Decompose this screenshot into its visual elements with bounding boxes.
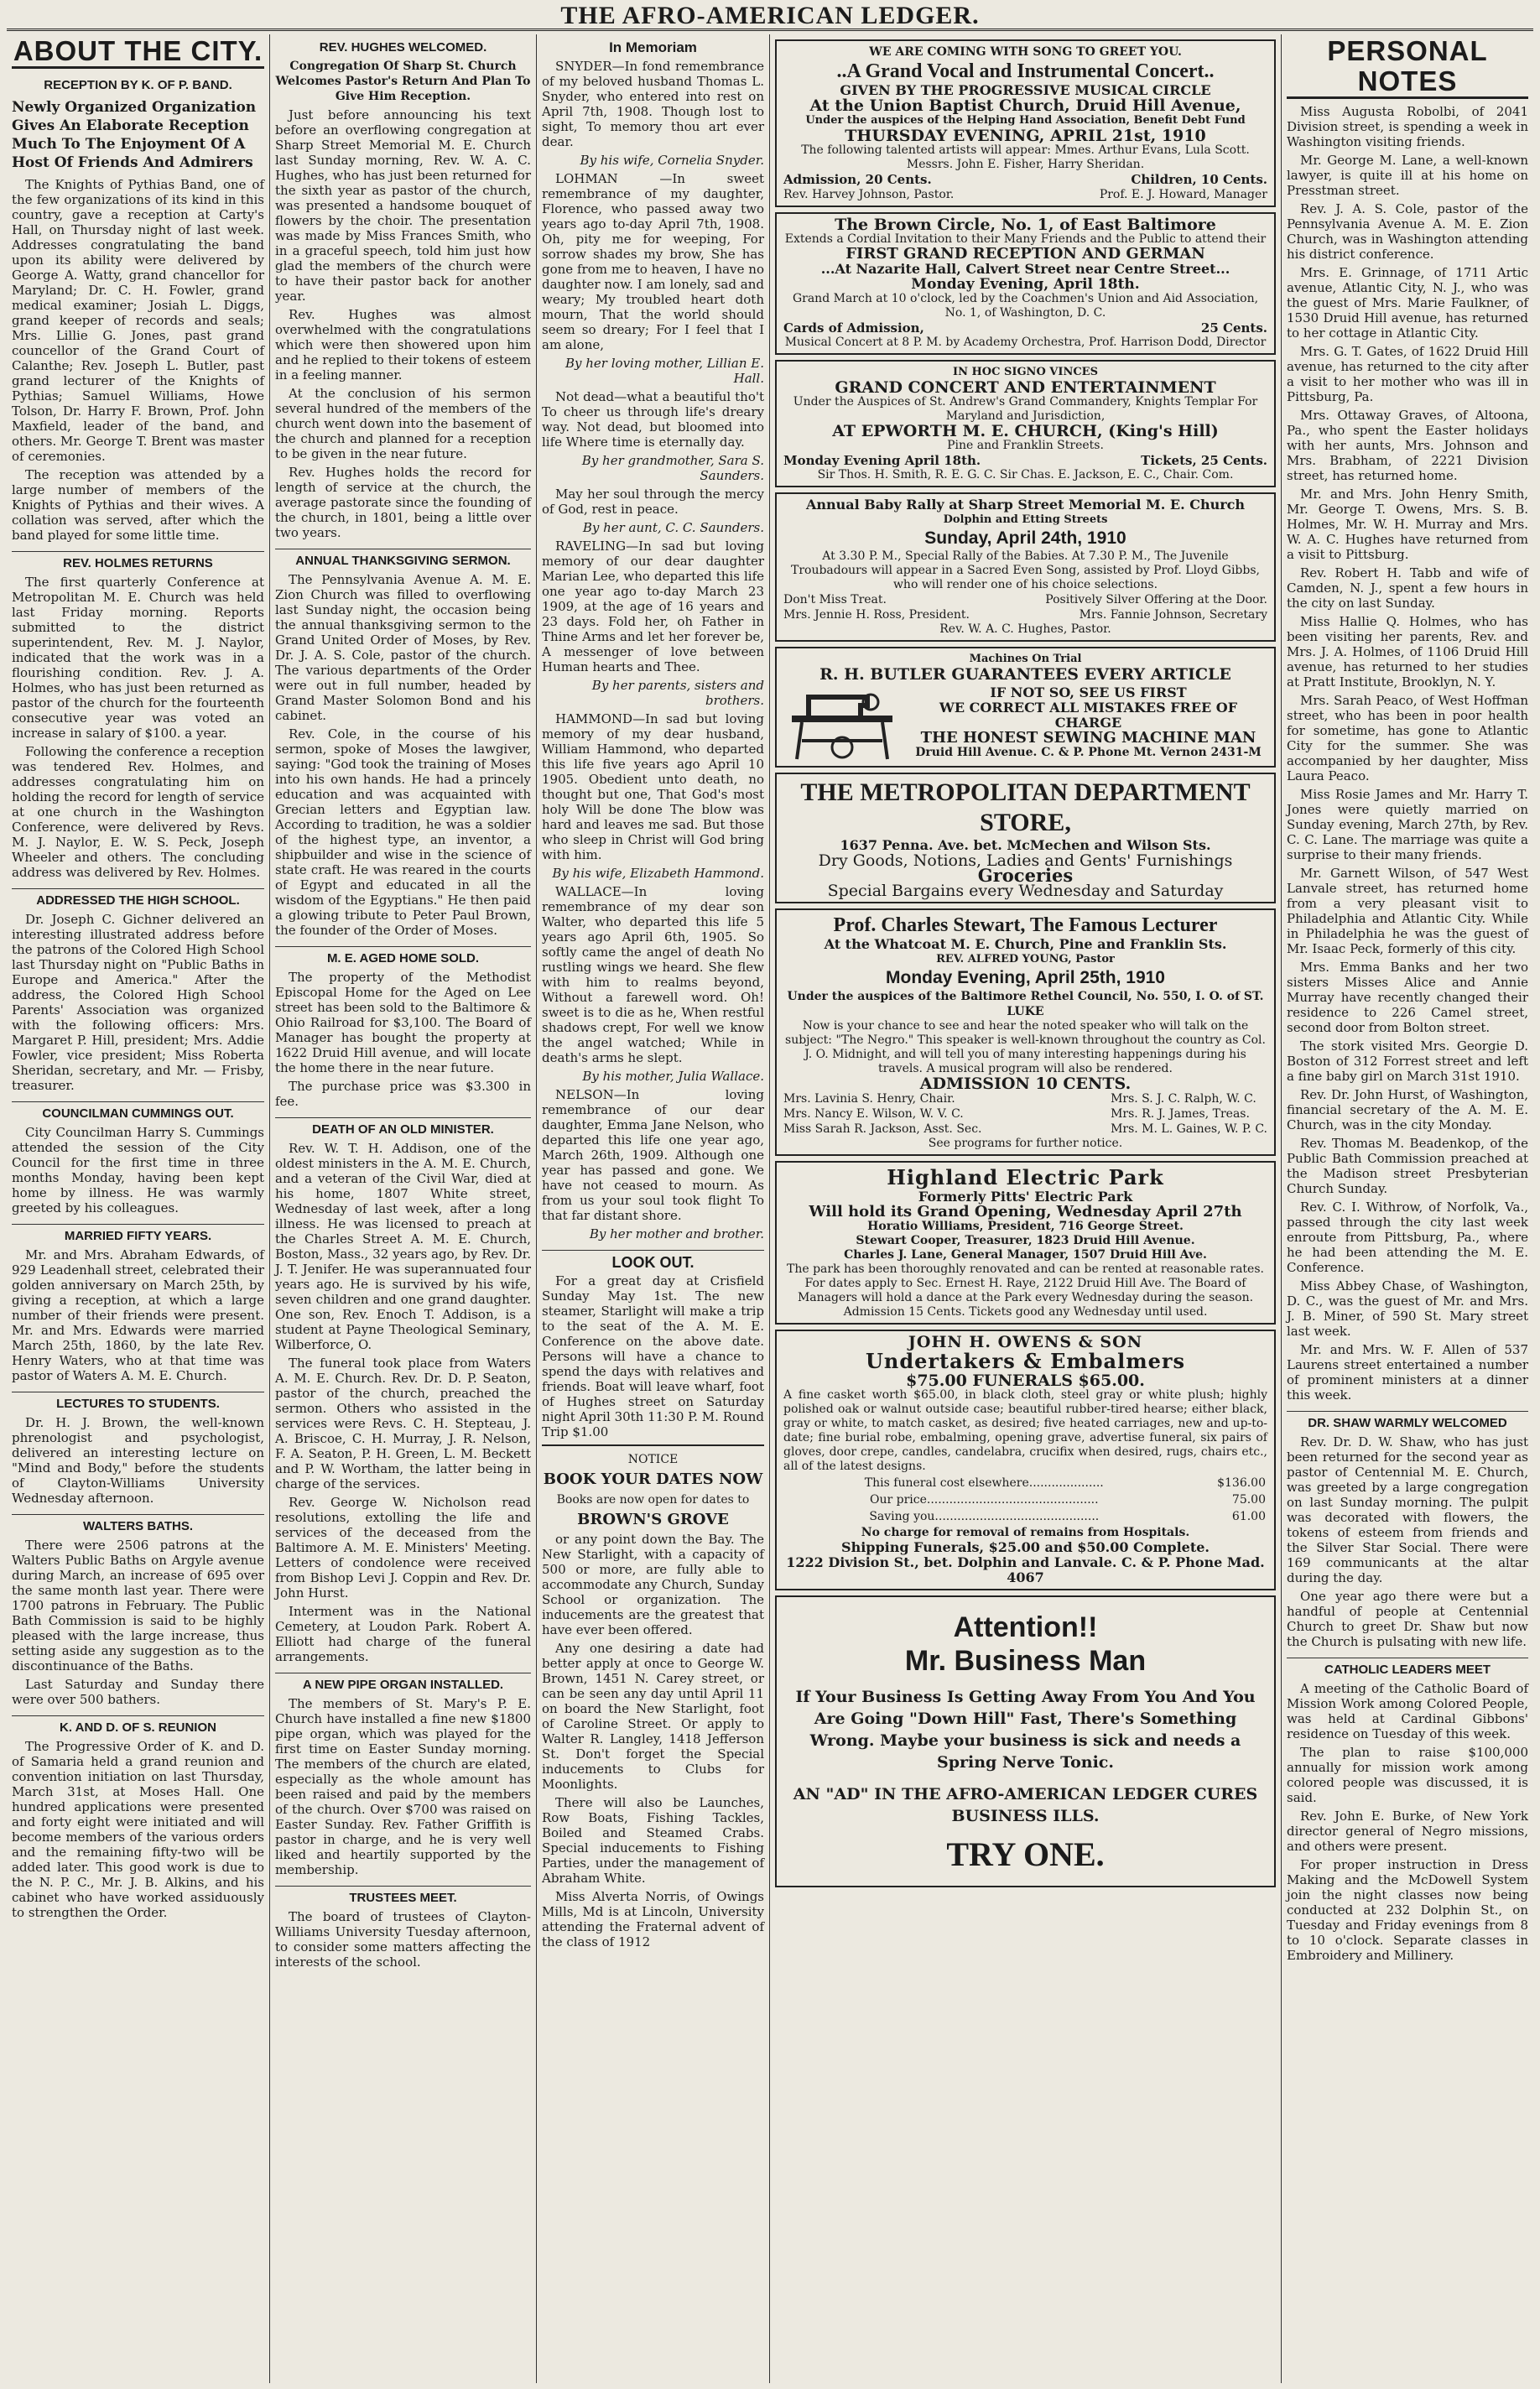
metro-goods: Dry Goods, Notions, Ladies and Gents' Furnishings [818,851,1233,870]
article-paragraph: The reception was attended by a large number of members of the Knights of Pythias and their wives. A collation was served, after which the band played for some little time. [12,467,264,543]
article-heading: M. E. AGED HOME SOLD. [275,946,531,966]
column-memoriam [537,34,770,2383]
hoc-sub: Under the Auspices of St. Andrew's Grand Commandery, Knights Templar For Maryland and Jurisdiction, [793,395,1258,423]
article-paragraph: For proper instruction in Dress Making and the McDowell System join the night classes now being conducted at 232 Dolphin St., on Tuesday and Friday evenings from 8 to 10 o'clock. Separate classes in Embroidery and Millinery. [1287,1857,1528,1963]
article-heading: REV. HOLMES RETURNS [12,551,264,571]
owens-price-table [783,1474,1267,1526]
article-paragraph: Rev. Hughes was almost overwhelmed with the congratulations which were then showered upon him and he replied to their tokens of esteem in a feeling manner. [275,307,531,383]
article-paragraph: Dr. Joseph C. Gichner delivered an interesting illustrated address before the patrons of the Colored High School last Thursday night on "Public Baths in Europe and America." After the address, the Colored High School Parents' Association was organized with the following officers: Mrs. Margaret P. Hill, president; Mrs. Addie Fowler, vice president; Miss Roberta Sheridan, secretary, and Mr. — Frisby, treasurer. [12,912,264,1093]
memoriam-entry: May her soul through the mercy of God, rest in peace. [542,487,764,517]
article-heading: DEATH OF AN OLD MINISTER. [275,1117,531,1137]
highland-formerly: Formerly Pitts' Electric Park [918,1189,1133,1205]
rally-title: Annual Baby Rally at Sharp Street Memorial M. E. Church [805,497,1246,513]
table-row [785,1476,1266,1491]
business-title: Attention!! [953,1611,1098,1643]
butler-sewing-ad [775,647,1276,768]
brown-circle-line: Monday Evening, April 18th. [911,276,1140,293]
stewart-officer: Mrs. R. J. James, Treas. [1111,1107,1250,1121]
hoc-tickets: Tickets, 25 Cents. [1141,453,1267,468]
hoc-title: GRAND CONCERT AND ENTERTAINMENT [835,378,1216,397]
article-heading: RECEPTION BY K. OF P. BAND. [44,78,232,92]
stewart-program: See programs for further notice. [928,1137,1123,1150]
concert-artists: The following talented artists will appear: Mmes. Arthur Evans, Lula Scott. Messrs. John E. Fisher, Harry Sheridan. [801,143,1250,171]
article-paragraph: Last Saturday and Sunday there were over 500 bathers. [12,1677,264,1707]
baby-rally-ad [775,492,1276,642]
article-heading: TRUSTEES MEET. [275,1886,531,1906]
memoriam-entry: LOHMAN —In sweet remembrance of my daughter, Florence, who passed away two years ago to-day April 7th, 1908. Oh, pity me for weeping, For sorrow shades my brow, She has gone from me to heaven, I have no daughter now. I am lonely, sad and weary; My troubled heart doth mourn, That the world should seem so dreary; For I feel that I am alone, [542,171,764,352]
memoriam-signature: By her aunt, C. C. Saunders. [582,520,764,535]
article-heading: REV. HUGHES WELCOMED. [319,40,487,55]
memoriam-entry: HAMMOND—In sad but loving memory of my dear husband, William Hammond, who departed this life five years ago April 10 1905. Obedient unto death, no thought but one, That God's most holy Will be done The blow was hard and leaves me sad. But those who sleep in Christ will God bring with him. [542,711,764,862]
highland-text: The park has been thoroughly renovated and can be rented at reasonable rates. For dates apply to Sec. Ernest H. Raye, 2122 Druid Hill Ave. The Board of Managers will hold a dance at the Park every Wednesday during the season. Admission 15 Cents. Tickets good any Wednesday until used. [787,1262,1264,1319]
concert-pastor: Rev. Harvey Johnson, Pastor. [783,188,955,201]
article-heading: A NEW PIPE ORGAN INSTALLED. [275,1673,531,1693]
article-paragraph: Rev. W. T. H. Addison, one of the oldest ministers in the A. M. E. Church, and a veteran of the Civil War, died at his home, 1807 White street, Wednesday of last week, after a long illness. He was licensed to preach at the Charles Street A. M. E. Church, Boston, Mass., 32 years ago, by Rev. Dr. J. T. Jenifer. He was superannuated four years ago. He is survived by his wife, seven children and one grand daughter. One son, Rev. Enoch T. Addison, is a student at Payne Theological Seminary, Wilberforce, O. [275,1141,531,1352]
metro-address: 1637 Penna. Ave. bet. McMechen and Wilson Sts. [840,837,1211,853]
owens-sub: Undertakers & Embalmers [865,1349,1186,1373]
price-label: Our price.............................................. [869,1493,1099,1507]
article-paragraph: Following the conference a reception was tendered Rev. Holmes, and addresses congratulating him on holding the record for length of service at one church in the Washington Conference, were delivered by Revs. M. J. Naylor, E. W. S. Peck, Joseph Wheeler and others. The concluding address was delivered by Rev. Holmes. [12,744,264,880]
article-paragraph: The Knights of Pythias Band, one of the few organizations of its kind in this country, gave a reception at Carty's Hall, on Thursday night of last week. Addresses congratulating the band upon its ability were delivered by George A. Watty, grand chancellor for Maryland; Dr. C. H. Fowler, grand medical examiner; Josiah L. Diggs, grand keeper of records and seals; Mrs. Lillie G. Jones, past grand councellor of the Grand Court of Calanthe; Rev. Joseph L. Butler, past grand lecturer of the Knights of Pythias; Samuel Williams, Howe Tolson, Dr. Harry F. Brown, Prof. John Maxfield, leader of the band, and others. Mr. George T. Brent was master of ceremonies. [12,177,264,464]
column-church-news [270,34,537,2383]
stewart-officer: Mrs. M. L. Gaines, W. P. C. [1111,1122,1267,1136]
brown-circle-price: 25 Cents. [1200,320,1267,336]
rally-president: Mrs. Jennie H. Ross, President. [783,608,970,622]
article-heading: WALTERS BATHS. [12,1514,264,1534]
stewart-officer: Mrs. Nancy E. Wilson, W. V. C. [783,1107,964,1121]
memoriam-signature: By his wife, Elizabeth Hammond. [552,866,764,881]
article-paragraph: Rev. George W. Nicholson read resolutions, extolling the life and services of the deceased from the Baltimore A. M. E. Ministers' Meeting. Letters of condolence were received from Bishop Levi J. Coppin and Rev. Dr. John Hurst. [275,1495,531,1600]
hoc-venue: AT EPWORTH M. E. CHURCH, (King's Hill) [832,422,1219,440]
personal-note: Mrs. Ottaway Graves, of Altoona, Pa., who spent the Easter holidays with her aunts, Mrs. Johnson and Mrs. Brabham, of 2221 Division street, has returned home. [1287,408,1528,483]
stewart-date: Monday Evening, April 25th, 1910 [886,968,1165,987]
article-heading: MARRIED FIFTY YEARS. [12,1224,264,1244]
memoriam-entry: SNYDER—In fond remembrance of my beloved husband Thomas L. Snyder, who entered into rest on April 7th, 1908. Though lost to sight, To memory thou art ever dear. [542,59,764,149]
brown-circle-cards: Cards of Admission, [783,320,924,336]
memoriam-entry: NELSON—In loving remembrance of our dear daughter, Emma Jane Nelson, who departed this life one year ago, March 26th, 1909. Although one year has passed and gone. We have not ceased to mourn. As from us your soul took flight To that far distant shore. [542,1087,764,1223]
stewart-text: Now is your chance to see and hear the noted speaker who will talk on the subject: "The Negro." This speaker is well-known throughout the country as Col. J. O. Midnight, and will tell you of many interesting happenings during his travels. A musical program will also be rendered. [785,1019,1266,1075]
brown-circle-line: FIRST GRAND RECEPTION AND GERMAN [845,245,1205,263]
owens-price: $75.00 FUNERALS $65.00. [906,1371,1145,1390]
article-paragraph: Dr. H. J. Brown, the well-known phrenologist and psychologist, delivered an interesting lecture on "Mind and Body," before the students of Clayton-Williams University Wednesday afternoon. [12,1415,264,1506]
article-paragraph: The Pennsylvania Avenue A. M. E. Zion Church was filled to overflowing last Sunday night, the occasion being the annual thanksgiving sermon to the Grand United Order of Moses, by Rev. Dr. J. A. S. Cole, pastor of the church. The various departments of the Order were out in full number, headed by Grand Master Solomon Bond and his cabinet. [275,572,531,723]
article-heading: ADDRESSED THE HIGH SCHOOL. [12,888,264,908]
highland-line: Stewart Cooper, Treasurer, 1823 Druid Hill Avenue. [856,1234,1195,1247]
article-paragraph: Rev. Dr. D. W. Shaw, who has just been returned for the second year as pastor of Centennial M. E. Church, was greeted by a large congregation on last Sunday morning. The pulpit was decorated with flowers, the tokens of esteem from friends and the Silver Star Social. There were 169 communicants at the altar during the day. [1287,1434,1528,1585]
columns [7,34,1533,2383]
highland-opening: Will hold its Grand Opening, Wednesday April 27th [809,1203,1242,1221]
personal-note: Mrs. Emma Banks and her two sisters Misses Alice and Annie Murray have recently changed their residence to 226 Camel street, second door from Bolton street. [1287,960,1528,1035]
concert-date: THURSDAY EVENING, APRIL 21st, 1910 [845,127,1206,145]
personal-note: Mr. Garnett Wilson, of 547 West Lanvale street, has returned home from a very pleasant visit to Philadelphia and Atlantic City. While in Philadelphia he was the guest of Mr. Isaac Peck, formerly of this city. [1287,866,1528,956]
brown-circle-line: Grand March at 10 o'clock, led by the Coachmen's Union and Aid Association, No. 1, of Washington, D. C. [792,292,1259,320]
personal-note: Rev. Thomas M. Beadenkop, of the Public Bath Commission preached at the Madison street Presbyterian Church Sunday. [1287,1136,1528,1196]
stewart-lecture-ad [775,908,1276,1156]
section-title-about-the-city: ABOUT THE CITY. [12,36,264,69]
concert-auspices: Under the auspices of the Helping Hand Association, Benefit Debt Fund [805,114,1246,127]
price-label: This funeral cost elsewhere.................... [864,1476,1104,1490]
butler-line: Druid Hill Avenue. C. & P. Phone Mt. Vernon 2431-M [915,745,1262,759]
personal-note: Rev. Robert H. Tabb and wife of Camden, N. J., spent a few hours in the city on last Sunday. [1287,565,1528,611]
article-paragraph: Rev. Hughes holds the record for length of service at the church, the average pastorate since the founding of the church, in 1801, being a little over two years. [275,465,531,540]
butler-title: R. H. BUTLER GUARANTEES EVERY ARTICLE [819,665,1231,684]
stewart-title: Prof. Charles Stewart, The Famous Lecturer [833,914,1218,936]
lookout-title: LOOK OUT. [542,1250,764,1270]
metropolitan-store-ad [775,773,1276,903]
article-heading: CATHOLIC LEADERS MEET [1287,1658,1528,1678]
rally-secretary: Mrs. Fannie Johnson, Secretary [1079,608,1267,622]
personal-note: Rev. Dr. John Hurst, of Washington, financial secretary of the A. M. E. Church, was in the city Monday. [1287,1087,1528,1132]
personal-note: Rev. C. I. Withrow, of Norfolk, Va., passed through the city last week enroute from Pittsburg, Pa., where he had been attending the M. E. Conference. [1287,1200,1528,1275]
butler-line: THE HONEST SEWING MACHINE MAN [920,728,1256,747]
price-value: 75.00 [1231,1493,1266,1507]
brown-circle-ad [775,212,1276,355]
table-row [785,1509,1266,1524]
butler-line: IF NOT SO, SEE US FIRST [990,684,1187,700]
article-paragraph: The first quarterly Conference at Metropolitan M. E. Church was held last Friday morning. Reports submitted to the district superintendent, Rev. M. J. Naylor, indicated that the work was in a flourishing condition. Rev. J. A. Holmes, who has just been returned as pastor of the church for the fourteenth consecutive year was voted an increase in salary of $100. a year. [12,575,264,741]
article-paragraph: The property of the Methodist Episcopal Home for the Aged on Lee street has been sold to the Baltimore & Ohio Railroad for $3,100. The Board of Manager has bought the property at 1622 Druid Hill avenue, and will locate the home there in the near future. [275,970,531,1075]
hoc-top: IN HOC SIGNO VINCES [953,366,1098,378]
memoriam-signature: By his mother, Julia Wallace. [582,1069,764,1084]
concert-title: ..A Grand Vocal and Instrumental Concert.. [836,60,1215,82]
article-paragraph: The board of trustees of Clayton-Williams University Tuesday afternoon, to consider some matters affecting the interests of the school. [275,1909,531,1970]
butler-top: Machines On Trial [969,653,1082,665]
owens-title: JOHN H. OWENS & SON [908,1333,1143,1351]
personal-note: Rev. J. A. S. Cole, pastor of the Pennsylvania Avenue A. M. E. Zion Church, was in Washington attending his district conference. [1287,201,1528,262]
stewart-officer: Mrs. Lavinia S. Henry, Chair. [783,1092,955,1106]
grove-text: There will also be Launches, Row Boats, Fishing Tackles, Boiled and Steamed Crabs. Special inducements to Fishing Parties, under the management of Abraham White. [542,1795,764,1886]
memoriam-signature: By his wife, Cornelia Snyder. [580,153,764,168]
concert-manager: Prof. E. J. Howard, Manager [1099,188,1267,201]
grove-text: Any one desiring a date had better apply at once to George W. Brown, 1451 N. Carey street, or can be seen any day until April 11 on board the New Starlight, foot of Caroline Street. Or apply to Walter R. Langley, 1418 Jefferson St. Don't forget the Special inducements to Clubs for Moonlights. [542,1641,764,1792]
hoc-signo-ad [775,360,1276,487]
business-try-one: TRY ONE. [946,1835,1105,1873]
rally-sub: Dolphin and Etting Streets [943,513,1108,526]
article-paragraph: A meeting of the Catholic Board of Mission Work among Colored People, was held at Cardinal Gibbons' residence on Tuesday of this week. [1287,1681,1528,1741]
brown-circle-line: ...At Nazarite Hall, Calvert Street near Centre Street... [820,261,1230,277]
book-dates-title: BOOK YOUR DATES NOW [543,1470,763,1488]
article-paragraph: One year ago there were but a handful of people at Centennial Church to greet Dr. Shaw but now the Church is pulsating with new life. [1287,1589,1528,1649]
price-value: 61.00 [1231,1510,1266,1523]
stewart-admission: ADMISSION 10 CENTS. [919,1075,1132,1093]
notice-label: NOTICE [627,1453,679,1466]
concert-venue: At the Union Baptist Church, Druid Hill Avenue, [809,96,1241,115]
memoriam-entry: Not dead—what a beautiful tho't To cheer us through life's dreary way. Not dead, but bloomed into life Where time is eternally day. [542,389,764,450]
article-paragraph: Just before announcing his text before an overflowing congregation at Sharp Street Memorial M. E. Church last Sunday morning, Rev. W. A. C. Hughes, who has just been returned for the sixth year as pastor of the church, was presented a handsome bouquet of flowers by the choir. The presentation was made by Miss Frances Smith, who in a graceful speech, told him just how glad the members of the church were to have their pastor back for another year. [275,107,531,304]
owens-shipping: Shipping Funerals, $25.00 and $50.00 Complete. [841,1539,1210,1555]
article-paragraph: Rev. John E. Burke, of New York director general of Negro missions, and others were present. [1287,1809,1528,1854]
grove-text: Miss Alverta Norris, of Owings Mills, Md is at Lincoln, University attending the Fraternal advent of the class of 1912 [542,1889,764,1949]
brown-circle-line: Extends a Cordial Invitation to their Many Friends and the Public to attend their [784,232,1267,246]
rally-miss: Don't Miss Treat. [783,593,887,606]
rally-silver: Positively Silver Offering at the Door. [1045,593,1267,606]
memoriam-entry: WALLACE—In loving remembrance of my dear son Walter, who departed this life 5 years ago April 6th, 1905. So softly came the angel of death No rustling wings we heard. She flew with him to realms beyond, Without a farewell word. Oh! sweet is to die as he, When restful shadows crept, For well we know the angel watched; While in death's arms he slept. [542,884,764,1065]
memoriam-title: In Memoriam [609,39,697,55]
memoriam-signature: By her loving mother, Lillian E. Hall. [565,356,764,386]
stewart-officer: Mrs. S. J. C. Ralph, W. C. [1111,1092,1256,1106]
personal-note: Mr. and Mrs. John Henry Smith, Mr. George T. Owens, Mrs. S. B. Holmes, Mr. W. H. Murray and Mrs. W. A. C. Hughes have returned from a visit to Pittsburg. [1287,487,1528,562]
highland-park-ad [775,1161,1276,1325]
owens-address: 1222 Division St., bet. Dolphin and Lanvale. C. & P. Phone Mad. 4067 [786,1554,1265,1585]
concert-giver: GIVEN BY THE PROGRESSIVE MUSICAL CIRCLE [840,82,1211,98]
concert-top: WE ARE COMING WITH SONG TO GREET YOU. [869,45,1182,59]
article-paragraph: City Councilman Harry S. Cummings attended the session of the City Council for the first time in three months Monday, having been kept home by illness. He was warmly greeted by his colleagues. [12,1125,264,1215]
article-paragraph: There were 2506 patrons at the Walters Public Baths on Argyle avenue during March, an increase of 695 over the same month last year. There were 1700 patrons in February. The Public Bath Commission is said to be highly pleased with the large increase, thus setting aside any suggestion as to the discontinuance of the Baths. [12,1538,264,1673]
owens-text: A fine casket worth $65.00, in black cloth, steel gray or white plush; highly polished oak or walnut outside case; beautiful rubber-tired hearse; either black, gray or white, to match casket, as desired; five heated carriages, new and up-to-date; fine burial robe, embalming, opening grave, advertise funeral, six pairs of gloves, door crepe, candles, candelabra, crucifix when desired, rugs, chairs etc., all of the latest designs. [783,1388,1267,1473]
brown-circle-line: Musical Concert at 8 P. M. by Academy Orchestra, Prof. Harrison Dodd, Director [784,336,1267,349]
business-man-ad [775,1595,1276,1887]
section-title-personal-notes: PERSONAL NOTES [1287,36,1528,99]
table-row [785,1492,1266,1507]
article-deck: Newly Organized Organization Gives An Elaborate Reception Much To The Enjoyment Of A Host Of Friends And Admirers [12,99,257,171]
personal-note: Mr. and Mrs. W. F. Allen of 537 Laurens street entertained a number of prominent ministers at a dinner this week. [1287,1342,1528,1403]
rally-text: At 3.30 P. M., Special Rally of the Babies. At 7.30 P. M., The Juvenile Troubadours will appear in a Sacred Even Song, assisted by Prof. Lloyd Gibbs, who will render one of his choice selections. [790,549,1260,591]
owens-undertakers-ad [775,1330,1276,1590]
highland-line: Horatio Williams, President, 716 George Street. [867,1220,1184,1233]
article-paragraph: The plan to raise $100,000 annually for mission work among colored people was discussed, it is said. [1287,1745,1528,1805]
metro-special: Special Bargains every Wednesday and Saturday [827,882,1224,900]
personal-note: Miss Rosie James and Mr. Harry T. Jones were quietly married on Sunday evening, March 27th, by Rev. C. C. Lane. The marriage was quite a surprise to their many friends. [1287,787,1528,862]
memoriam-signature: By her parents, sisters and brothers. [591,678,764,708]
masthead [7,3,1533,31]
personal-note: Miss Hallie Q. Holmes, who has been visiting her parents, Rev. and Mrs. J. A. Holmes, of 1106 Druid Hill avenue, has returned to her studies at Pratt Institute, Brooklyn, N. Y. [1287,614,1528,690]
memoriam-entry: RAVELING—In sad but loving memory of our dear daughter Marian Lee, who departed this life one year ago to-day March 23 1909, at the age of 16 years and 23 days. Fold her, oh Father in Thine Arms and let her forever be, A messenger of love between Human hearts and Thee. [542,539,764,674]
article-heading: ANNUAL THANKSGIVING SERMON. [275,549,531,569]
article-paragraph: The Progressive Order of K. and D. of Samaria held a grand reunion and convention initiation on last Thursday, March 31st, at Moses Hall. One hundred applications were presented and forty eight were initiated and will become members of the various orders and the remaining fifty-two will be added later. This good work is due to the N. P. C., Mr. J. B. Alkins, and his cabinet who have worked assiduously to strengthen the Order. [12,1739,264,1920]
personal-note: Mr. George M. Lane, a well-known lawyer, is quite ill at his home on Presstman street. [1287,153,1528,198]
column-personal-notes [1282,34,1533,2383]
concert-children: Children, 10 Cents. [1131,172,1267,187]
price-label: Saving you............................................ [869,1510,1100,1523]
article-paragraph: The funeral took place from Waters A. M. E. Church. Rev. Dr. D. P. Seaton, pastor of the church, preached the sermon. Others who assisted in the services were Revs. C. H. Stepteau, J. A. Briscoe, C. H. Murray, J. R. Nelson, F. A. Seaton, P. H. Green, L. M. Beckett and P. W. Wortham, the latter being in charge of the services. [275,1356,531,1491]
stewart-pastor: REV. ALFRED YOUNG, Pastor [936,953,1115,965]
highland-line: Charles J. Lane, General Manager, 1507 Druid Hill Ave. [844,1248,1207,1262]
column-about-the-city [7,34,270,2383]
article-paragraph: The purchase price was $3.300 in fee. [275,1079,531,1109]
article-heading: K. AND D. OF S. REUNION [12,1715,264,1736]
personal-note: Mrs. Sarah Peaco, of West Hoffman street, who has been in poor health for sometime, has gone to Atlantic City for the summer. She was accompanied by her daughter, Miss Laura Peaco. [1287,693,1528,783]
personal-note: Miss Augusta Robolbi, of 2041 Division street, is spending a week in Washington visiting friends. [1287,104,1528,149]
article-paragraph: Interment was in the National Cemetery, at Loudon Park. Robert A. Elliott had charge of the funeral arrangements. [275,1604,531,1664]
article-paragraph: Rev. Cole, in the course of his sermon, spoke of Moses the lawgiver, saying: "God took the training of Moses into his own hands. He had a princely education and was acquainted with Grecian letters and Egyptian law. According to tradition, he was a soldier of the highest type, an inventor, a shipbuilder and wise in the science of state craft. He was reared in the courts of Egypt and educated in all the wisdom of the Egyptians." He then paid a glowing tribute to Peter Paul Brown, the founder of the Order of Moses. [275,726,531,938]
stewart-auspices: Under the auspices of the Baltimore Rethel Council, No. 550, I. O. of ST. LUKE [787,990,1264,1018]
butler-line: WE CORRECT ALL MISTAKES FREE OF CHARGE [939,699,1238,731]
business-line: If Your Business Is Getting Away From You And You Are Going "Down Hill" Fast, There's Something Wrong. Maybe your business is sick and needs a Spring Nerve Tonic. [795,1688,1256,1772]
column-advertisements [770,34,1282,2383]
personal-note: Mrs. E. Grinnage, of 1711 Artic avenue, Atlantic City, N. J., who was the guest of Mrs. Marie Faulkner, of 1530 Druid Hill avenue, has returned to her cottage in Atlantic City. [1287,265,1528,341]
personal-note: Miss Abbey Chase, of Washington, D. C., was the guest of Mr. and Mrs. J. B. Miner, of 590 St. Mary street last week. [1287,1278,1528,1339]
memoriam-signature: By her grandmother, Sara S. Saunders. [581,453,764,483]
article-heading: COUNCILMAN CUMMINGS OUT. [12,1101,264,1122]
article-paragraph: Mr. and Mrs. Abraham Edwards, of 929 Leadenhall street, celebrated their golden anniversary on March 25th, by giving a reception, at which a large number of their friends were present. Mr. and Mrs. Edwards were married March 25th, 1860, by the late Rev. Henry Waters, who at that time was pastor of Waters A. M. E. Church. [12,1247,264,1383]
business-line: AN "AD" IN THE AFRO-AMERICAN LEDGER CURES BUSINESS ILLS. [793,1785,1258,1825]
stewart-officer: Miss Sarah R. Jackson, Asst. Sec. [783,1122,982,1136]
business-sub: Mr. Business Man [904,1645,1147,1677]
sewing-machine-icon [783,682,901,763]
rally-pastor: Rev. W. A. C. Hughes, Pastor. [939,622,1111,636]
price-value: $136.00 [1217,1476,1266,1490]
masthead-title: THE AFRO-AMERICAN LEDGER. [560,2,980,29]
browns-grove: BROWN'S GROVE [577,1511,729,1528]
hoc-officers: Sir Thos. H. Smith, R. E. G. C. Sir Chas. E. Jackson, E. C., Chair. Com. [817,468,1234,481]
book-dates-sub: Books are now open for dates to [556,1493,750,1507]
divider [542,1444,764,1446]
rally-date: Sunday, April 24th, 1910 [924,528,1126,548]
article-deck: Congregation Of Sharp St. Church Welcomes Pastor's Return And Plan To Give Him Reception. [275,60,531,103]
article-paragraph: The members of St. Mary's P. E. Church have installed a fine new $1800 pipe organ, which was played for the first time on Easter Sunday morning. The members of the church are elated, especially as the whole amount has been raised and paid by the members of the church. Over $700 was raised on Easter Sunday. Rev. Father Griffith is pastor in charge, and he is very well liked and heartily supported by the membership. [275,1696,531,1877]
grove-text: or any point down the Bay. The New Starlight, with a capacity of 500 or more, are fully able to accommodate any Church, Sunday School or organization. The inducements are the greatest that have ever been offered. [542,1532,764,1637]
owens-nocharge: No charge for removal of remains from Hospitals. [861,1526,1190,1539]
hoc-date: Monday Evening April 18th. [783,453,981,468]
hoc-streets: Pine and Franklin Streets. [947,439,1104,452]
highland-title: Highland Electric Park [887,1165,1164,1189]
memoriam-signature: By her mother and brother. [589,1226,764,1241]
article-paragraph: At the conclusion of his sermon several hundred of the members of the church went down into the basement of the church and planned for a reception to be given in the near future. [275,386,531,461]
personal-note: The stork visited Mrs. Georgie D. Boston of 312 Forrest street and left a fine baby girl on March 31st 1910. [1287,1038,1528,1084]
metro-title: THE METROPOLITAN DEPARTMENT STORE, [800,778,1251,836]
brown-circle-title: The Brown Circle, No. 1, of East Baltimore [835,216,1216,234]
metro-groceries: Groceries [977,865,1074,886]
lookout-text: For a great day at Crisfield Sunday May 1st. The new steamer, Starlight will make a trip to the seat of the A. M. E. Conference on the above date. Persons will have a chance to spend the days with relatives and friends. Boat will leave wharf, foot of Hughes street on Saturday night April 30th 11:30 P. M. Round Trip $1.00 [542,1273,764,1439]
article-heading: DR. SHAW WARMLY WELCOMED [1287,1411,1528,1431]
article-heading: LECTURES TO STUDENTS. [12,1392,264,1412]
personal-note: Mrs. G. T. Gates, of 1622 Druid Hill avenue, has returned to the city after a visit to her mother who was ill in Pittsburg, Pa. [1287,344,1528,404]
stewart-venue: At the Whatcoat M. E. Church, Pine and Franklin Sts. [824,936,1227,952]
concert-admission: Admission, 20 Cents. [783,172,932,187]
concert-ad [775,39,1276,207]
